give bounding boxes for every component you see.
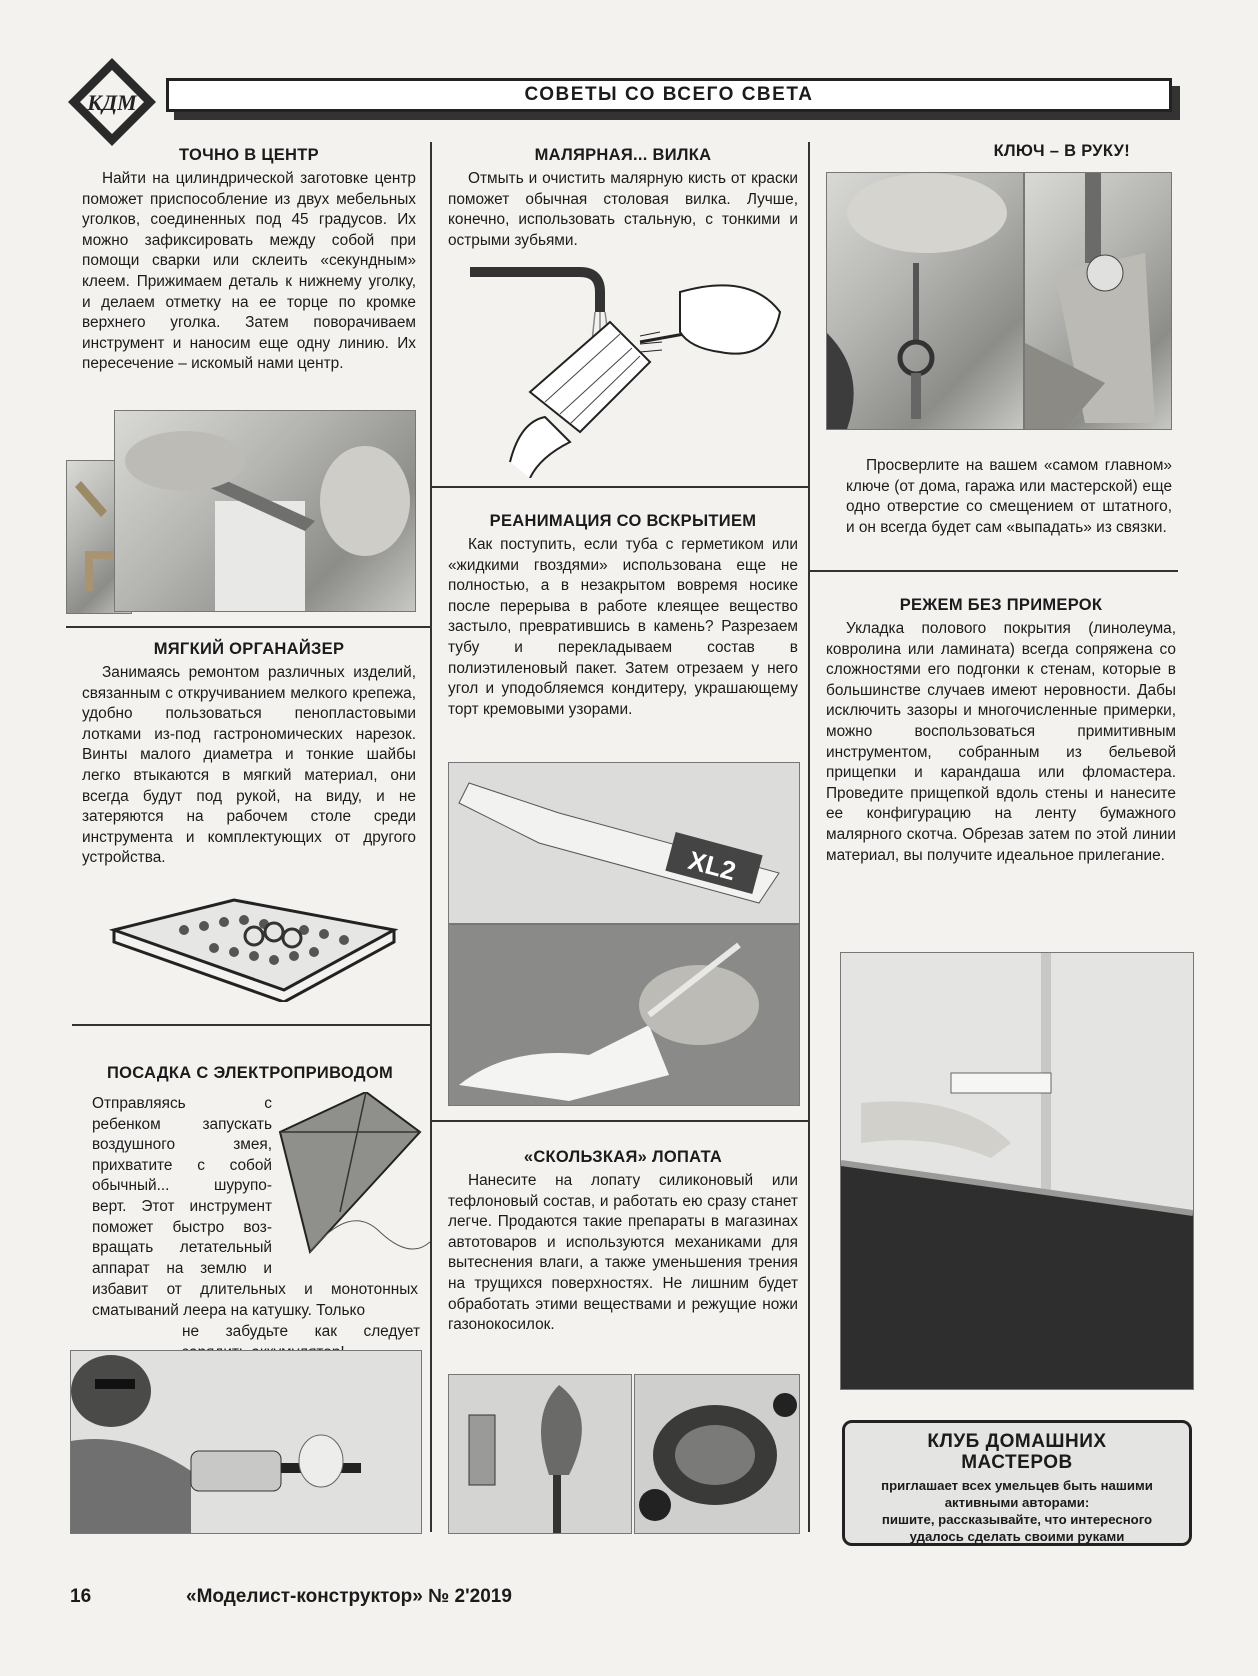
drawing-brush-fork <box>450 252 798 478</box>
article-body: Отмыть и очистить малярную кисть от краски поможет обычная столовая вилка. Лучше, конечно, использовать стальную, с тонкими и острыми зубьями. <box>448 170 798 249</box>
article-body: Нанесите на лопату силиконовый или тефлоновый состав, и работать ею сразу станет легче. Продаются такие препараты в магазинах автотоваров и используются механиками для вытеснения влаги, а также уменьшения трения на трущихся поверхностях. Не лишним будет обработать этими веществами и режущие ножи газонокосилок. <box>448 1172 798 1334</box>
club-promo-box <box>842 1420 1192 1546</box>
body-line: воздушного змея, <box>92 1136 272 1154</box>
drill-man-illustration <box>71 1351 421 1533</box>
article-title: МАЛЯРНАЯ... ВИЛКА <box>534 146 712 164</box>
photo-key-drilling <box>1024 172 1172 430</box>
rule-right-1 <box>808 570 1178 572</box>
article-center <box>82 146 416 375</box>
photo-bag-piping <box>448 924 800 1106</box>
article-body: Как поступить, если туба с герметиком или «жидкими гвоздями» использована еще не полностью, а в незакрытом вовремя носике после перерыва в работе клеящее вещество застыло, превратившись в камень? Разрезаем тубу и перекладываем состав в полиэтиленовый пакет. Затем отрезаем у него угол и уподобляемся кондитеру, украшающему торт кремовыми узорами. <box>448 536 798 718</box>
article-body: Просверлите на вашем «самом главном» ключе (от дома, гаража или мастерской) еще одно отверстие со смещением от штатного, и он всегда будет сам «выпадать» из связки. <box>846 457 1172 536</box>
article-body: Найти на цилиндрической заготовке центр поможет приспособление из двух мебельных уголков, соединенных под 45 градусов. Их можно зафиксировать между собой при помощи сварки или склеить «секундным» клеем. Прижимаем деталь к нижнему уголку, и делаем отметку на ее торце по кромке верхнего уголка. Затем поворачиваем инструмент и наносим еще одну линию. Их пересечение – искомый нами центр. <box>82 170 416 373</box>
magazine-logo <box>66 56 158 148</box>
article-body: Укладка полового покрытия (линолеума, ковролина или ламината) всегда сопряжена со сложностями его подгонки к стенам, которые в большинстве случаев имеют неровности. Дабы исключить зазоры и многочисленные примерки, можно воспользоваться примитивным инструментом, собранным из бельевой прищепки и карандаша или фломастера. Проведите прищепкой вдоль стены и нанесите ее конфигурацию на ленту бумажного малярного скотча. Обрезав затем по этой линии материал, вы получите идеальное прилегание. <box>826 620 1176 864</box>
article-kite-body-narrow <box>92 1094 272 1279</box>
article-organizer <box>82 640 416 869</box>
drill-illustration <box>1025 173 1171 429</box>
tube-label: XL2 <box>685 844 740 887</box>
article-kite <box>80 1064 420 1083</box>
article-key <box>846 452 1172 538</box>
photo-drill-man <box>70 1350 422 1534</box>
article-fork <box>448 146 798 251</box>
rule-left-2 <box>72 1024 430 1026</box>
club-title-line2: МАСТЕРОВ <box>961 1452 1073 1473</box>
club-body-line2: активными авторами: <box>944 1495 1090 1510</box>
body-line: поможет быстро воз- <box>92 1218 272 1236</box>
body-line: обычный... шурупо- <box>92 1177 272 1195</box>
body-line: прихватите с собой <box>92 1156 272 1174</box>
article-title: ПОСАДКА С ЭЛЕКТРОПРИВОДОМ <box>106 1064 394 1082</box>
article-title: РЕАНИМАЦИЯ СО ВСКРЫТИЕМ <box>489 512 757 530</box>
article-title: КЛЮЧ – В РУКУ! <box>993 142 1130 160</box>
drawing-tray-screws <box>104 890 400 1002</box>
section-title: СОВЕТЫ СО ВСЕГО СВЕТА <box>524 84 814 105</box>
photo-shovel-spray <box>448 1374 632 1534</box>
drawing-kite <box>270 1092 430 1260</box>
body-end: не забудьте как следует <box>182 1323 420 1340</box>
body-line: ребенком запускать <box>92 1115 272 1133</box>
photo-clothespin-tool <box>840 952 1194 1390</box>
article-title: ТОЧНО В ЦЕНТР <box>179 146 319 164</box>
article-title: МЯГКИЙ ОРГАНАЙЗЕР <box>153 640 345 658</box>
magazine-issue: «Моделист-конструктор» № 2'2019 <box>186 1586 512 1607</box>
logo-text: КДМ <box>87 90 137 115</box>
page-number: 16 <box>70 1586 92 1607</box>
body-line: верт. Этот инструмент <box>92 1197 272 1215</box>
rule-mid-1 <box>430 486 808 488</box>
floor-illustration <box>841 953 1193 1389</box>
column-rule-1 <box>430 142 432 1532</box>
photo-keys-hand <box>826 172 1024 430</box>
article-title: РЕЖЕМ БЕЗ ПРИМЕРОК <box>899 596 1103 614</box>
article-shovel <box>448 1148 798 1336</box>
club-body-line4: удалось сделать своими руками <box>909 1529 1125 1544</box>
club-body-line3: пишите, рассказывайте, что интересного <box>881 1512 1153 1527</box>
article-tube <box>448 512 798 720</box>
bag-illustration <box>449 925 799 1105</box>
article-cut <box>826 596 1176 866</box>
photo-lawnmower <box>634 1374 800 1534</box>
club-body-line1: приглашает всех умельцев быть нашими <box>881 1478 1153 1493</box>
column-rule-2 <box>808 142 810 1532</box>
keys-illustration <box>827 173 1023 429</box>
rule-mid-2 <box>430 1120 808 1122</box>
article-body: Занимаясь ремонтом различных изделий, связанным с откручиванием мелкого крепежа, удобно пользоваться пенопластовыми лотками из-под гастрономических нарезок. Винты малого диаметра и тонкие шайбы легко втыкаются в мягкий материал, они всегда будут под рукой, на виду, и не затеряются на рабочем столе среди инструмента и комплектующих от другого устройства. <box>82 664 416 867</box>
photo-sealant-tube <box>448 762 800 924</box>
body-line: Отправляясь с <box>92 1095 272 1112</box>
hands-illustration <box>115 411 415 611</box>
mower-illustration <box>635 1375 799 1533</box>
body-rest: избавит от длительных и монотонных сматываний леера на катушку. Только <box>92 1281 418 1319</box>
club-title-line1: КЛУБ ДОМАШНИХ <box>927 1431 1107 1452</box>
rule-left-1 <box>66 626 430 628</box>
article-key-title-box <box>826 142 1178 161</box>
body-line: аппарат на землю и <box>92 1259 272 1277</box>
photo-centering-tool <box>114 410 416 612</box>
article-kite-body-wide <box>92 1280 418 1321</box>
body-line: вращать летательный <box>92 1239 272 1257</box>
shovel-illustration <box>449 1375 631 1533</box>
section-header <box>166 78 1172 112</box>
article-title: «СКОЛЬЗКАЯ» ЛОПАТА <box>523 1148 723 1166</box>
tube-illustration <box>449 763 799 923</box>
